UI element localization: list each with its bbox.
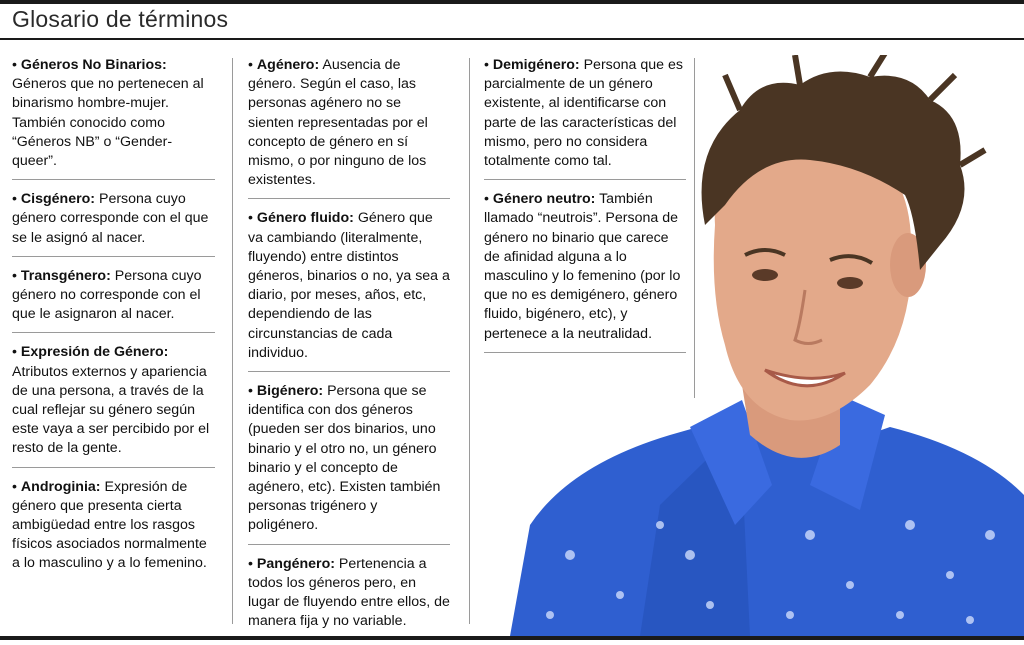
entry-definition: Pertenencia a todos los géneros pero, en lugar de fluyendo entre ellos, de manera fija y no variable. (248, 555, 450, 630)
entry-definition: Atributos externos y apariencia de una persona, a través de la cual reflejar su género según este vaya a ser percibido por el resto de la gente. (12, 363, 210, 457)
glossary-column-2 (248, 52, 450, 645)
column-separator (469, 58, 470, 624)
glossary-entry: • Demigénero: Persona que es parcialmente de un género existente, al identificarse con parte de las características del mismo, pero no considera totalmente como tal. (484, 52, 686, 180)
glossary-entry: • Género neutro: También llamado “neutrois”. Persona de género no binario que carece de afinidad alguna a lo masculino y lo femenino (por lo que no es demigénero, género fluido, bigénero, etc), y pertenece a la neutralidad. (484, 186, 686, 353)
right-eye (837, 277, 863, 289)
entry-term: Género fluido: (256, 210, 354, 227)
entry-term: Androginia: (20, 478, 101, 495)
shirt (510, 415, 1024, 636)
page-title: Glosario de términos (12, 6, 229, 32)
bottom-border (0, 636, 1024, 640)
entry-definition: Persona que se identifica con dos géneros (pueden ser dos binarios, uno binario y el otro no, un género binario y el concepto de agénero, etc). Existen también personas trigénero y poligénero. (248, 383, 441, 534)
entry-term: Demigénero: (492, 57, 580, 73)
top-border (0, 0, 1024, 4)
entry-term: Pangénero: (256, 555, 335, 572)
glossary-entry: • Pangénero: Pertenencia a todos los géneros pero, en lugar de fluyendo entre ellos, de manera fija y no variable. (248, 555, 450, 630)
entry-term: Géneros No Binarios: (20, 57, 167, 73)
left-eye (752, 269, 778, 281)
entry-definition: Géneros que no pertenecen al binarismo hombre-mujer. También conocido como “Géneros NB” o “Gender-queer”. (12, 76, 204, 170)
entry-definition: Género que va cambiando (literalmente, fluyendo) entre distintos géneros, binarios o no, ya sea a diario, por meses, años, etc, dependiendo de las circunstancias de cada individuo. (248, 210, 450, 361)
glossary-entry: • Agénero: Ausencia de género. Según el caso, las personas agénero no se sienten representadas por el concepto de género en sí mismo, o por ninguno de los existentes. (248, 52, 450, 199)
portrait-illustration (510, 55, 1024, 636)
glossary-entry: • Cisgénero: Persona cuyo género corresponde con el que se le asignó al nacer. (12, 186, 215, 257)
glossary-entry: • Bigénero: Persona que se identifica con dos géneros (pueden ser dos binarios, uno binario y el otro no, un género binario y el concepto de agénero, etc). Existen también personas trigénero y poligénero. (248, 378, 450, 545)
glossary-entry: • Géneros No Binarios: Géneros que no pertenecen al binarismo hombre-mujer. También conocido como “Géneros NB” o “Gender-queer”. (12, 52, 215, 180)
glossary-entry: • Género fluido: Género que va cambiando (literalmente, fluyendo) entre distintos géneros, binarios o no, ya sea a diario, por meses, años, etc, dependiendo de las circunstancias de cada individuo. (248, 205, 450, 372)
entry-term: Cisgénero: (20, 191, 96, 208)
entry-definition: También llamado “neutrois”. Persona de género no binario que carece de afinidad alguna a lo masculino y lo femenino (por lo que no es demigénero, género fluido, bigénero, etc), y pertenece a la neutralidad. (484, 191, 681, 342)
entry-definition: Persona que es parcialmente de un género existente, al identificarse con parte de las características del mismo, pero no considera totalmente como tal. (484, 57, 683, 170)
entry-term: Agénero: (256, 57, 320, 73)
entry-term: Transgénero: (20, 267, 111, 284)
entry-definition: Expresión de género que presenta cierta ambigüedad entre los rasgos físicos asociados normalmente a lo masculino y a lo femenino. (12, 478, 207, 572)
column-separator (232, 58, 233, 624)
entry-term: Género neutro: (492, 191, 596, 208)
glossary-entry: • Expresión de Género: Atributos externos y apariencia de una persona, a través de la cual reflejar su género según este vaya a ser percibido por el resto de la gente. (12, 339, 215, 467)
glossary-entry: • Transgénero: Persona cuyo género no corresponde con el que le asignaron al nacer. (12, 263, 215, 334)
entry-term: Expresión de Género: (20, 344, 169, 361)
title-rule (0, 38, 1024, 40)
entry-definition: Persona cuyo género corresponde con el que se le asignó al nacer. (12, 191, 209, 246)
entry-definition: Ausencia de género. Según el caso, las personas agénero no se sienten representadas por el concepto de género en sí mismo, o por ninguno de los existentes. (248, 57, 428, 189)
portrait-photo (510, 55, 1024, 636)
glossary-column-1 (12, 52, 215, 588)
glossary-entry: • Androginia: Expresión de género que presenta cierta ambigüedad entre los rasgos físicos asociados normalmente a lo masculino y a lo femenino. (12, 478, 207, 572)
entry-term: Bigénero: (256, 383, 324, 400)
entry-definition: Persona cuyo género no corresponde con el que le asignaron al nacer. (12, 267, 202, 323)
